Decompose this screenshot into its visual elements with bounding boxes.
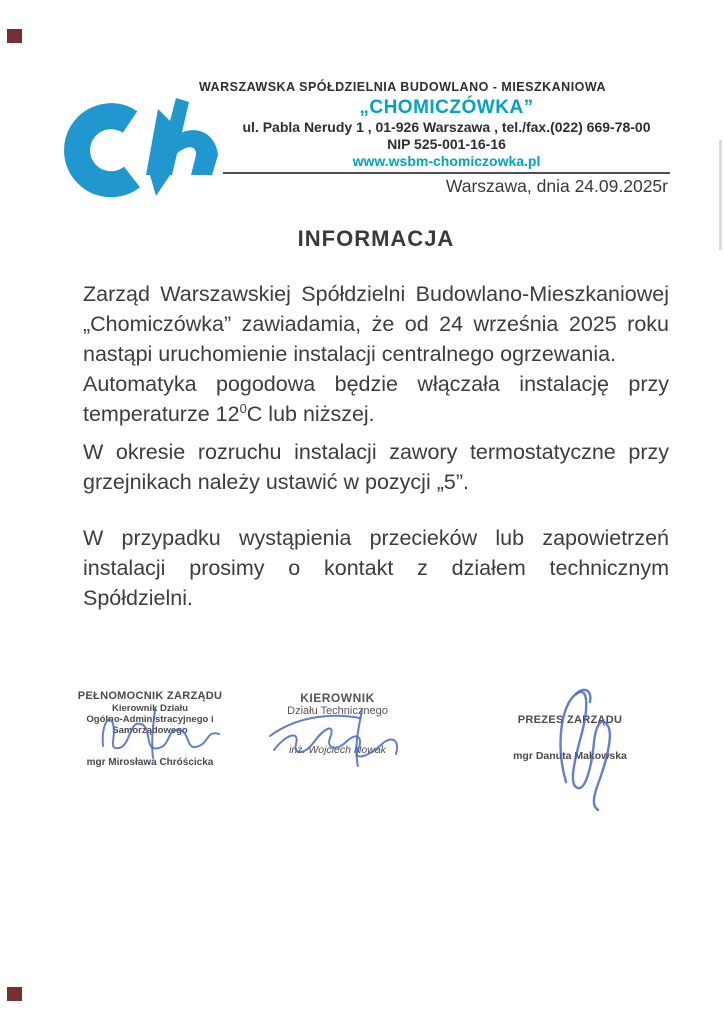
address-line: ul. Pabla Nerudy 1 , 01-926 Warszawa , tel./fax.(022) 669-78-00 [242,119,651,135]
nip-line: NIP 525-001-16-16 [387,136,506,152]
body-line: instalacji prosimy o kontakt z działem technicznym [83,556,669,580]
org-name: „CHOMICZÓWKA” [359,97,534,118]
header-block [198,80,670,170]
signatory-subrole: Kierownik Działu [111,703,188,714]
body-line: W przypadku wystąpienia przecieków lub zapowietrzeń [83,526,669,550]
signatory-name: mgr Danuta Makowska [513,750,627,762]
body-text [83,279,669,613]
body-line: Spółdzielni. [83,586,193,610]
scan-edge-shadow [719,140,722,250]
paragraph-4 [83,523,669,613]
page-title: INFORMACJA [297,226,455,251]
dateline: Warszawa, dnia 24.09.2025r [445,176,668,196]
signatory-role: PREZES ZARZĄDU [517,714,623,726]
scan-artifact-top [7,29,22,43]
paragraph-3 [83,437,669,497]
header-divider [223,172,670,174]
body-line: Zarząd Warszawskiej Spółdzielni Budowlano-Mieszkaniowej [83,282,669,306]
paragraph-2 [83,369,669,429]
body-line: W okresie rozruchu instalacji zawory termostatyczne przy [83,440,669,464]
signatory-name: mgr Mirosława Chróścicka [86,757,214,768]
org-line: WARSZAWSKA SPÓŁDZIELNIA BUDOWLANO - MIESZKANIOWA [198,80,607,94]
paragraph-1 [83,279,669,369]
temperature-text: temperaturze 12 [83,402,240,426]
signatory-subrole: Ogólno-Administracyjnego i Samorządowego [86,714,214,736]
body-line: Automatyka pogodowa będzie włączała instalację przy [83,372,669,396]
signatory-role: KIEROWNIK [300,691,375,705]
body-line [83,399,669,429]
scan-artifact-bottom [7,987,22,1001]
signatory-role: PEŁNOMOCNIK ZARZĄDU [77,690,223,702]
signature-block-right [480,714,660,762]
website-text: www.wsbm-chomiczowka.pl [352,153,541,169]
body-line: nastąpi uruchomienie instalacji centralnego ogrzewania. [83,342,617,366]
body-line: grzejnikach należy ustawić w pozycji „5”. [83,470,469,494]
signatory-subrole: Działu Technicznego [287,705,388,717]
temperature-text-end: C lub niższej. [246,402,375,426]
signatory-name: inż. Wojciech Nowak [289,744,386,756]
superscript-zero: 0 [239,400,247,416]
body-line: „Chomiczówka” zawiadamia, że od 24 września 2025 roku [83,312,669,336]
logo-ch-icon [60,97,222,201]
signature-block-middle [255,692,420,756]
signature-block-left [50,690,250,769]
